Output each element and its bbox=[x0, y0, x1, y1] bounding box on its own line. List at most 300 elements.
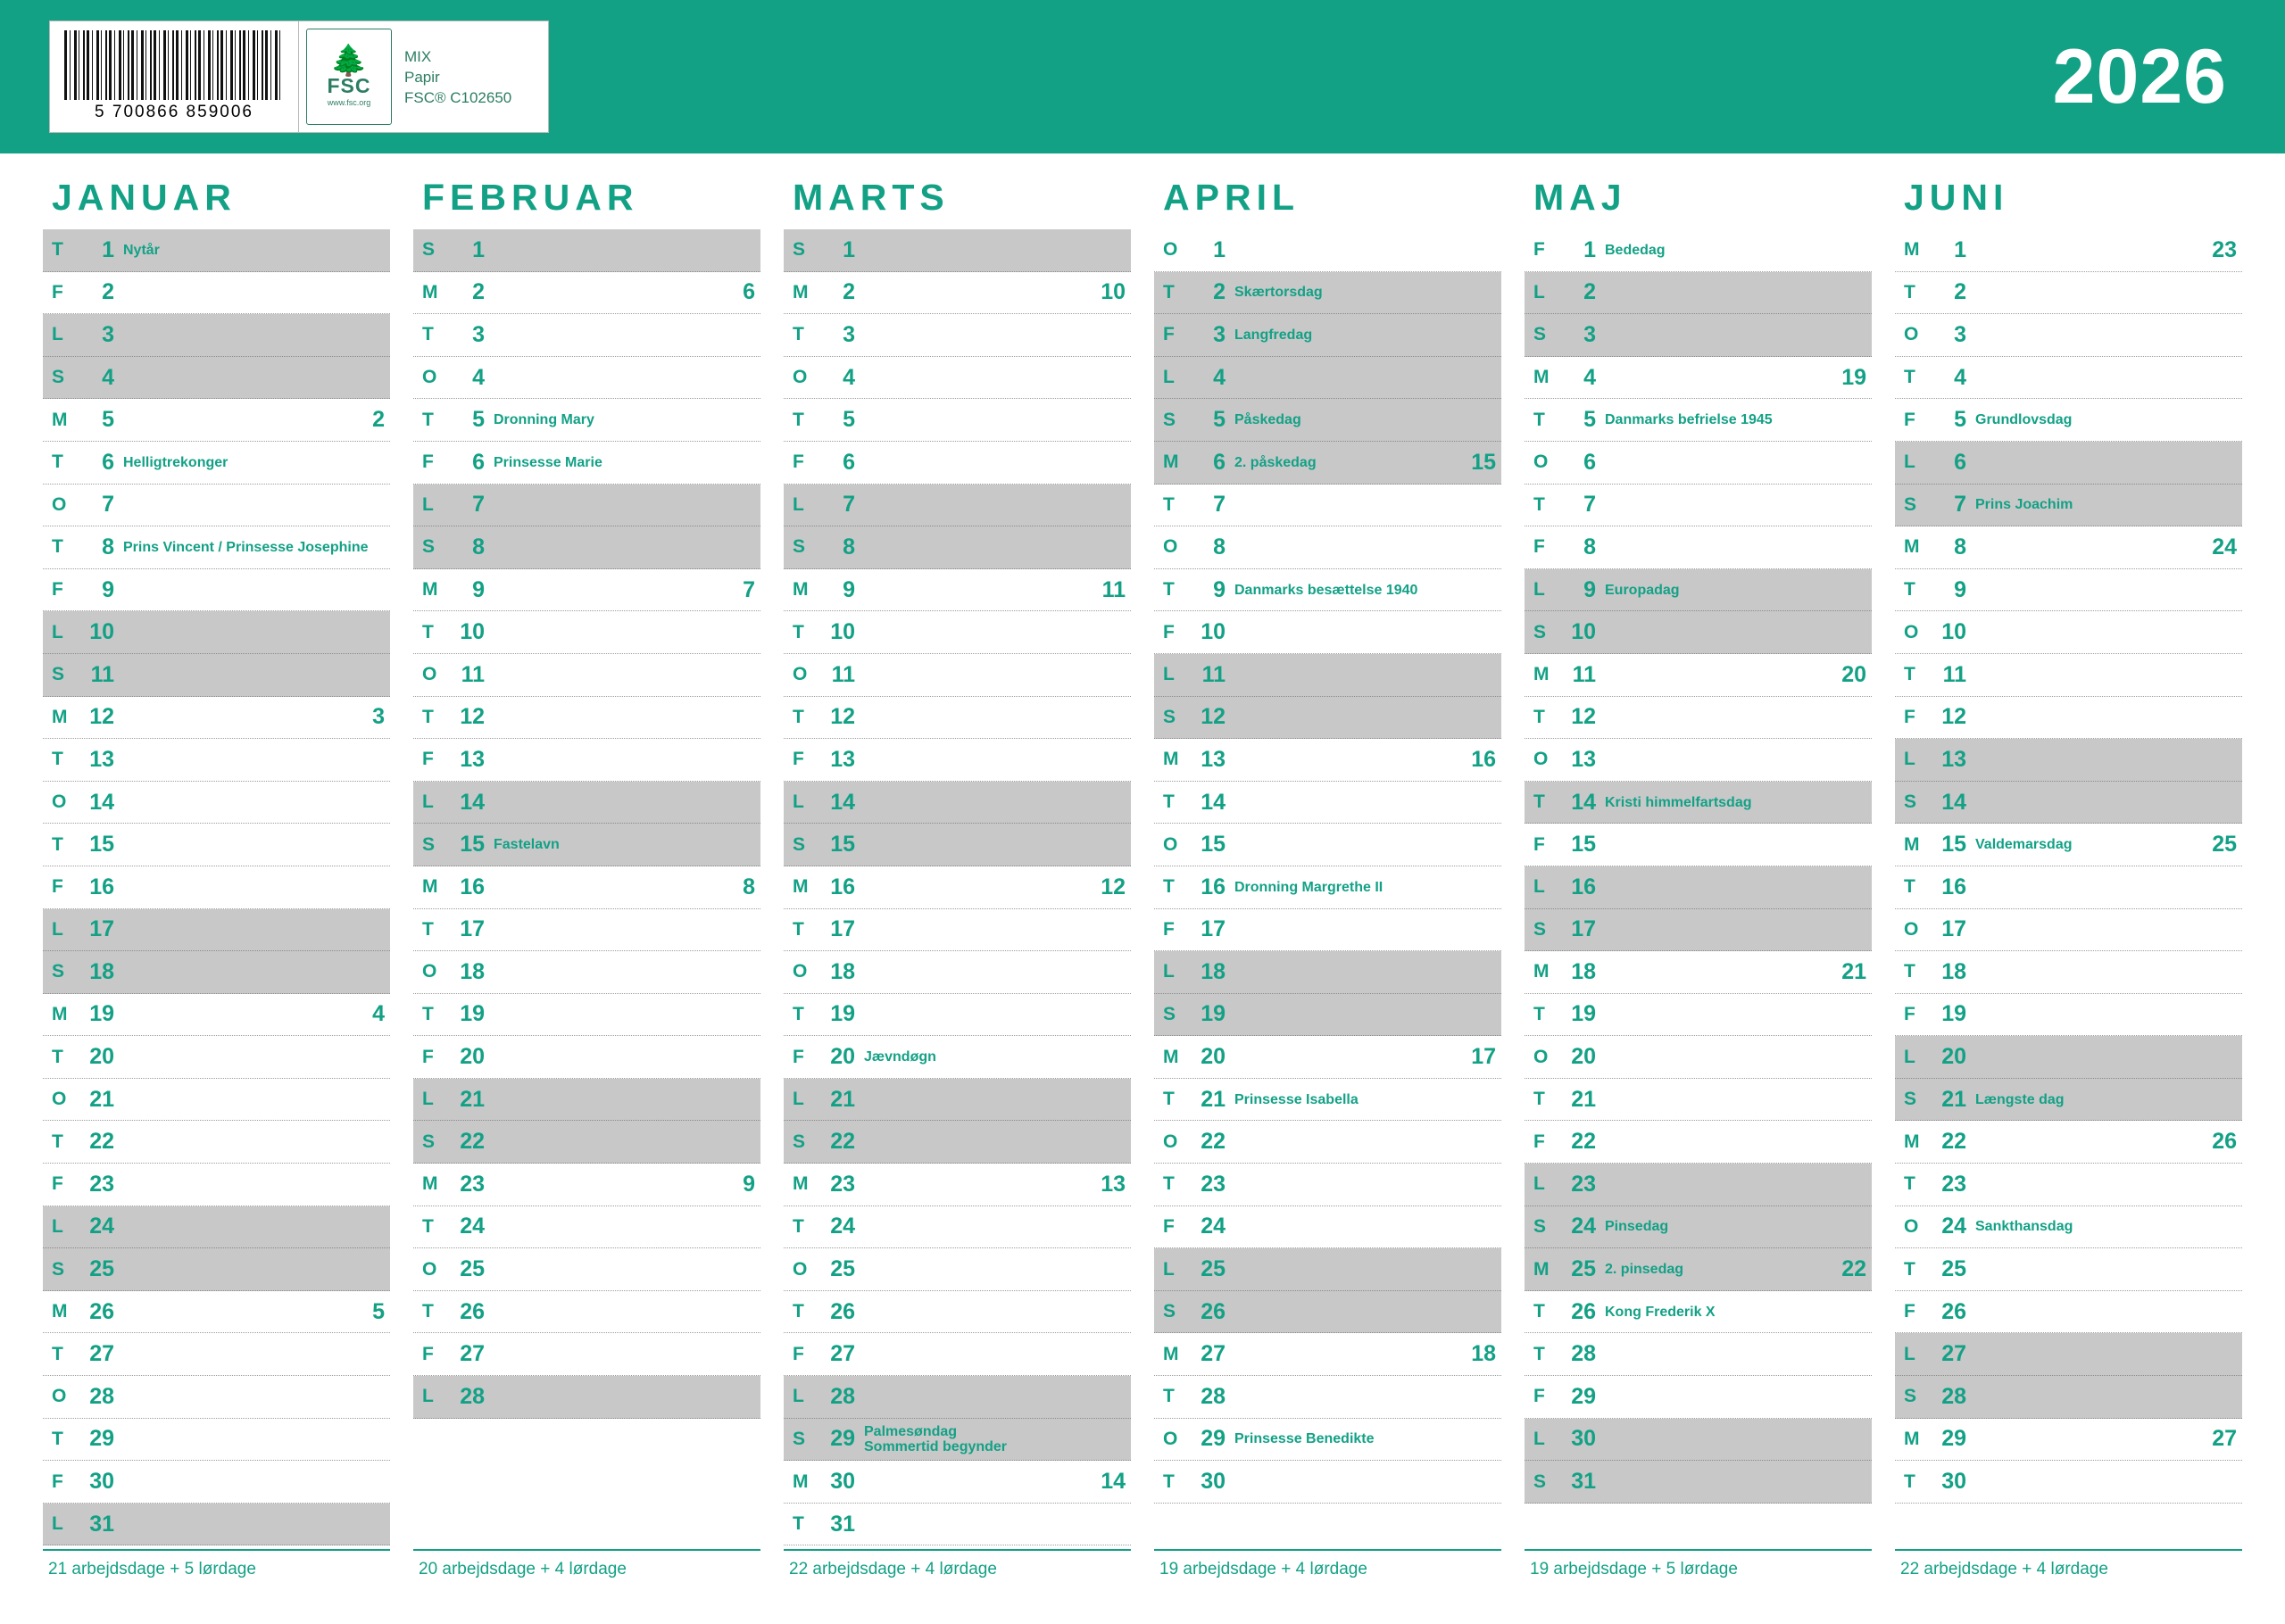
day-number: 12 bbox=[460, 704, 485, 730]
day-row[interactable] bbox=[1525, 1461, 1872, 1504]
day-row-empty bbox=[1154, 1504, 1501, 1546]
day-row[interactable] bbox=[43, 357, 390, 400]
day-number: 7 bbox=[472, 492, 485, 518]
day-row[interactable] bbox=[784, 951, 1131, 994]
day-row[interactable] bbox=[43, 1333, 390, 1376]
day-of-week: O bbox=[52, 791, 67, 813]
day-row[interactable] bbox=[1525, 1121, 1872, 1164]
day-row[interactable] bbox=[1154, 569, 1501, 612]
day-of-week: F bbox=[422, 1046, 434, 1067]
day-row[interactable] bbox=[1525, 357, 1872, 400]
day-row[interactable] bbox=[1154, 1121, 1501, 1164]
day-row[interactable] bbox=[1154, 1461, 1501, 1504]
day-row[interactable] bbox=[43, 1036, 390, 1079]
day-row[interactable] bbox=[784, 1121, 1131, 1164]
day-row[interactable] bbox=[413, 1376, 760, 1419]
day-row[interactable] bbox=[784, 1036, 1131, 1079]
day-of-week: T bbox=[793, 1513, 804, 1535]
day-row[interactable] bbox=[784, 357, 1131, 400]
day-of-week: L bbox=[1533, 1173, 1545, 1195]
day-number: 6 bbox=[843, 449, 855, 475]
day-row[interactable] bbox=[784, 994, 1131, 1037]
day-of-week: F bbox=[422, 452, 434, 473]
day-number: 9 bbox=[1954, 576, 1966, 602]
day-row[interactable] bbox=[1895, 1333, 2242, 1376]
day-number: 15 bbox=[1941, 832, 1966, 858]
day-number: 1 bbox=[1583, 236, 1596, 262]
day-row[interactable] bbox=[1895, 654, 2242, 697]
day-row[interactable] bbox=[413, 697, 760, 740]
day-of-week: S bbox=[1533, 1471, 1547, 1492]
day-row[interactable] bbox=[1895, 314, 2242, 357]
day-row[interactable] bbox=[43, 485, 390, 527]
day-number: 8 bbox=[472, 534, 485, 559]
day-row[interactable] bbox=[43, 782, 390, 824]
week-number: 25 bbox=[2212, 832, 2237, 858]
day-note-line1: Prins Joachim bbox=[1975, 497, 2073, 513]
day-of-week: F bbox=[52, 281, 63, 302]
day-note-line1: Prins Vincent / Prinsesse Josephine bbox=[123, 539, 369, 555]
day-row[interactable] bbox=[43, 824, 390, 866]
day-row[interactable] bbox=[1525, 1079, 1872, 1122]
day-of-week: T bbox=[422, 706, 434, 727]
header-bar bbox=[0, 0, 2285, 153]
day-number: 13 bbox=[460, 746, 485, 772]
day-row[interactable] bbox=[1895, 1248, 2242, 1291]
day-of-week: S bbox=[1163, 409, 1176, 430]
day-row[interactable] bbox=[413, 1206, 760, 1249]
day-of-week: F bbox=[793, 452, 804, 473]
day-row[interactable] bbox=[1154, 611, 1501, 654]
day-number: 4 bbox=[1213, 364, 1226, 390]
day-row[interactable] bbox=[413, 909, 760, 952]
day-row[interactable] bbox=[413, 1291, 760, 1334]
day-row[interactable] bbox=[1525, 272, 1872, 315]
day-row[interactable] bbox=[1525, 739, 1872, 782]
day-of-week: F bbox=[1533, 536, 1545, 558]
day-row[interactable] bbox=[43, 1248, 390, 1291]
day-row[interactable] bbox=[1525, 994, 1872, 1037]
week-number: 17 bbox=[1471, 1044, 1496, 1070]
day-row[interactable] bbox=[1895, 1164, 2242, 1206]
day-row[interactable] bbox=[413, 314, 760, 357]
day-row[interactable] bbox=[1895, 1036, 2242, 1079]
day-row[interactable] bbox=[784, 697, 1131, 740]
day-of-week: S bbox=[52, 664, 65, 685]
day-row[interactable] bbox=[43, 909, 390, 952]
day-row[interactable] bbox=[1525, 399, 1872, 442]
day-row[interactable] bbox=[1895, 357, 2242, 400]
day-row[interactable] bbox=[1154, 1248, 1501, 1291]
day-of-week: L bbox=[1533, 281, 1545, 302]
day-row[interactable] bbox=[784, 782, 1131, 824]
day-of-week: T bbox=[1533, 1003, 1545, 1024]
day-of-week: L bbox=[1163, 1258, 1175, 1280]
day-of-week: O bbox=[422, 664, 437, 685]
day-row[interactable] bbox=[1154, 485, 1501, 527]
day-row[interactable] bbox=[1895, 909, 2242, 952]
day-row[interactable] bbox=[43, 1121, 390, 1164]
day-row[interactable] bbox=[1895, 697, 2242, 740]
day-row[interactable] bbox=[1154, 1036, 1501, 1079]
day-row[interactable] bbox=[413, 1079, 760, 1122]
day-row[interactable] bbox=[784, 909, 1131, 952]
day-row[interactable] bbox=[1895, 1461, 2242, 1504]
barcode-box bbox=[49, 21, 299, 133]
day-row[interactable] bbox=[784, 1164, 1131, 1206]
day-of-week: F bbox=[1533, 239, 1545, 261]
day-of-week: O bbox=[1904, 324, 1919, 345]
day-row[interactable] bbox=[784, 1079, 1131, 1122]
day-row[interactable] bbox=[413, 1333, 760, 1376]
day-of-week: T bbox=[1163, 1386, 1175, 1407]
day-of-week: L bbox=[793, 1386, 804, 1407]
day-of-week: T bbox=[1163, 791, 1175, 813]
day-note bbox=[1966, 1092, 2237, 1107]
day-row[interactable] bbox=[413, 399, 760, 442]
day-of-week: L bbox=[422, 493, 434, 515]
day-row[interactable] bbox=[1154, 951, 1501, 994]
day-of-week: T bbox=[1163, 1173, 1175, 1195]
day-row[interactable] bbox=[1154, 399, 1501, 442]
day-row[interactable] bbox=[1895, 824, 2242, 866]
day-row[interactable] bbox=[1525, 1333, 1872, 1376]
day-row[interactable] bbox=[413, 485, 760, 527]
day-row[interactable] bbox=[1895, 866, 2242, 909]
day-row[interactable] bbox=[1154, 654, 1501, 697]
day-of-week: O bbox=[52, 1386, 67, 1407]
day-of-week: F bbox=[1163, 1215, 1175, 1237]
day-note bbox=[485, 412, 755, 427]
day-row[interactable] bbox=[784, 1504, 1131, 1546]
day-of-week: O bbox=[793, 367, 808, 388]
day-row[interactable] bbox=[413, 1248, 760, 1291]
day-row[interactable] bbox=[1154, 1164, 1501, 1206]
day-of-week: T bbox=[793, 1003, 804, 1024]
day-row[interactable] bbox=[1895, 611, 2242, 654]
day-row[interactable] bbox=[1895, 994, 2242, 1037]
day-number: 9 bbox=[102, 576, 114, 602]
day-row[interactable] bbox=[1895, 951, 2242, 994]
day-row[interactable] bbox=[1154, 994, 1501, 1037]
fsc-mark-label: FSC bbox=[327, 73, 371, 97]
day-row[interactable] bbox=[1895, 272, 2242, 315]
day-row[interactable] bbox=[413, 994, 760, 1037]
week-number: 15 bbox=[1471, 449, 1496, 475]
day-of-week: S bbox=[1163, 706, 1176, 727]
day-note-line1: Europadag bbox=[1605, 582, 1680, 598]
day-row[interactable] bbox=[1154, 1376, 1501, 1419]
day-of-week: M bbox=[1533, 1258, 1550, 1280]
month-column bbox=[413, 166, 760, 1579]
day-number: 15 bbox=[1201, 832, 1226, 858]
day-list bbox=[1895, 229, 2242, 1545]
day-row[interactable] bbox=[43, 1291, 390, 1334]
day-of-week: S bbox=[1533, 1215, 1547, 1237]
day-row[interactable] bbox=[43, 866, 390, 909]
day-row[interactable] bbox=[1895, 569, 2242, 612]
day-of-week: T bbox=[1163, 281, 1175, 302]
day-row[interactable] bbox=[413, 739, 760, 782]
day-row[interactable] bbox=[1525, 697, 1872, 740]
day-number: 26 bbox=[1201, 1298, 1226, 1324]
day-number: 16 bbox=[1201, 874, 1226, 899]
day-number: 14 bbox=[460, 789, 485, 815]
day-of-week: M bbox=[422, 1173, 438, 1195]
week-number: 19 bbox=[1841, 364, 1866, 390]
day-row[interactable] bbox=[413, 1036, 760, 1079]
day-of-week: T bbox=[52, 1131, 63, 1152]
day-row[interactable] bbox=[1895, 1291, 2242, 1334]
day-row[interactable] bbox=[1895, 442, 2242, 485]
day-row[interactable] bbox=[1525, 866, 1872, 909]
month-column bbox=[1154, 166, 1501, 1579]
day-of-week: O bbox=[422, 1258, 437, 1280]
day-note-line1: Fastelavn bbox=[494, 837, 560, 853]
day-number: 11 bbox=[90, 661, 114, 687]
month-title: MAJ bbox=[1533, 177, 1627, 218]
day-row[interactable] bbox=[1525, 1036, 1872, 1079]
week-number: 12 bbox=[1101, 874, 1126, 899]
day-row[interactable] bbox=[1154, 357, 1501, 400]
day-of-week: T bbox=[52, 239, 63, 261]
day-row[interactable] bbox=[784, 824, 1131, 866]
day-row[interactable] bbox=[1525, 1248, 1872, 1291]
day-number: 20 bbox=[830, 1044, 855, 1070]
day-row[interactable] bbox=[43, 611, 390, 654]
day-row[interactable] bbox=[43, 1206, 390, 1249]
day-row[interactable] bbox=[784, 611, 1131, 654]
day-row[interactable] bbox=[413, 611, 760, 654]
day-number: 29 bbox=[830, 1426, 855, 1452]
day-number: 6 bbox=[102, 449, 114, 475]
day-row[interactable] bbox=[43, 229, 390, 272]
day-row[interactable] bbox=[43, 399, 390, 442]
day-of-week: F bbox=[52, 1471, 63, 1492]
day-note bbox=[1596, 243, 1866, 258]
day-row[interactable] bbox=[43, 1419, 390, 1462]
day-of-week: M bbox=[1533, 961, 1550, 982]
day-number: 21 bbox=[460, 1086, 485, 1112]
day-row[interactable] bbox=[784, 1461, 1131, 1504]
barcode-number: 5 700866 859006 bbox=[95, 103, 253, 121]
day-row[interactable] bbox=[413, 824, 760, 866]
day-of-week: S bbox=[422, 536, 436, 558]
day-number: 24 bbox=[1941, 1214, 1966, 1239]
day-number: 16 bbox=[89, 874, 114, 899]
day-row[interactable] bbox=[784, 1333, 1131, 1376]
day-of-week: L bbox=[422, 1386, 434, 1407]
day-note bbox=[855, 1424, 1126, 1454]
day-row[interactable] bbox=[43, 526, 390, 569]
day-number: 20 bbox=[460, 1044, 485, 1070]
day-row[interactable] bbox=[1154, 866, 1501, 909]
day-row[interactable] bbox=[784, 739, 1131, 782]
day-number: 5 bbox=[1583, 407, 1596, 433]
day-number: 14 bbox=[1941, 789, 1966, 815]
day-number: 25 bbox=[1571, 1256, 1596, 1282]
day-row[interactable] bbox=[43, 697, 390, 740]
day-row[interactable] bbox=[1154, 824, 1501, 866]
day-row[interactable] bbox=[1895, 229, 2242, 272]
day-row[interactable] bbox=[43, 654, 390, 697]
day-of-week: F bbox=[793, 1343, 804, 1364]
day-row[interactable] bbox=[1525, 824, 1872, 866]
day-number: 18 bbox=[1941, 958, 1966, 984]
day-number: 7 bbox=[1583, 492, 1596, 518]
day-number: 22 bbox=[830, 1129, 855, 1155]
day-row[interactable] bbox=[1525, 1376, 1872, 1419]
day-row[interactable] bbox=[413, 1121, 760, 1164]
day-row[interactable] bbox=[784, 1419, 1131, 1462]
day-row[interactable] bbox=[43, 951, 390, 994]
day-note bbox=[1596, 1262, 1841, 1277]
day-row[interactable] bbox=[1895, 526, 2242, 569]
day-row[interactable] bbox=[1525, 1164, 1872, 1206]
day-row[interactable] bbox=[1525, 1291, 1872, 1334]
day-of-week: M bbox=[793, 1471, 809, 1492]
day-row[interactable] bbox=[413, 526, 760, 569]
day-row[interactable] bbox=[1154, 272, 1501, 315]
month-footer: 21 arbejdsdage + 5 lørdage bbox=[43, 1549, 390, 1579]
day-row[interactable] bbox=[43, 1164, 390, 1206]
day-of-week: T bbox=[52, 536, 63, 558]
day-number: 26 bbox=[89, 1298, 114, 1324]
day-row[interactable] bbox=[784, 1376, 1131, 1419]
day-row[interactable] bbox=[413, 866, 760, 909]
day-row[interactable] bbox=[43, 442, 390, 485]
day-row[interactable] bbox=[784, 654, 1131, 697]
day-of-week: O bbox=[422, 367, 437, 388]
day-row[interactable] bbox=[1895, 399, 2242, 442]
day-row[interactable] bbox=[1525, 485, 1872, 527]
day-of-week: L bbox=[1533, 1428, 1545, 1449]
day-row[interactable] bbox=[1525, 1206, 1872, 1249]
day-row[interactable] bbox=[1525, 611, 1872, 654]
day-row[interactable] bbox=[43, 739, 390, 782]
day-row[interactable] bbox=[1525, 654, 1872, 697]
day-row[interactable] bbox=[1525, 526, 1872, 569]
day-row[interactable] bbox=[413, 357, 760, 400]
day-row[interactable] bbox=[1154, 1206, 1501, 1249]
day-row[interactable] bbox=[1895, 1079, 2242, 1122]
day-row[interactable] bbox=[784, 314, 1131, 357]
day-row[interactable] bbox=[1154, 1291, 1501, 1334]
day-row[interactable] bbox=[1154, 1079, 1501, 1122]
day-of-week: O bbox=[793, 1258, 808, 1280]
day-number: 11 bbox=[461, 661, 485, 687]
day-of-week: L bbox=[1533, 876, 1545, 898]
day-row[interactable] bbox=[1895, 1206, 2242, 1249]
day-row[interactable] bbox=[1895, 782, 2242, 824]
day-row[interactable] bbox=[784, 526, 1131, 569]
day-row-empty bbox=[413, 1419, 760, 1462]
day-note-line1: 2. pinsedag bbox=[1605, 1262, 1684, 1278]
day-of-week: S bbox=[793, 1428, 806, 1449]
day-number: 22 bbox=[89, 1129, 114, 1155]
day-row[interactable] bbox=[1154, 1333, 1501, 1376]
day-number: 22 bbox=[1201, 1129, 1226, 1155]
day-row[interactable] bbox=[1154, 1419, 1501, 1462]
day-row[interactable] bbox=[1154, 442, 1501, 485]
day-row[interactable] bbox=[43, 314, 390, 357]
day-row[interactable] bbox=[1525, 314, 1872, 357]
day-note-line1: Kong Frederik X bbox=[1605, 1304, 1716, 1320]
day-of-week: L bbox=[52, 621, 63, 642]
day-row-empty bbox=[1525, 1504, 1872, 1546]
day-row[interactable] bbox=[784, 399, 1131, 442]
day-row[interactable] bbox=[413, 654, 760, 697]
day-row[interactable] bbox=[784, 1206, 1131, 1249]
day-of-week: T bbox=[793, 621, 804, 642]
day-row[interactable] bbox=[1154, 739, 1501, 782]
day-number: 21 bbox=[1941, 1086, 1966, 1112]
day-row[interactable] bbox=[1895, 485, 2242, 527]
day-row[interactable] bbox=[1154, 314, 1501, 357]
day-row[interactable] bbox=[1154, 229, 1501, 272]
day-row[interactable] bbox=[413, 1164, 760, 1206]
day-row[interactable] bbox=[1895, 1419, 2242, 1462]
day-row[interactable] bbox=[1895, 1121, 2242, 1164]
day-number: 15 bbox=[1571, 832, 1596, 858]
day-row[interactable] bbox=[784, 485, 1131, 527]
day-of-week: S bbox=[793, 833, 806, 855]
day-row[interactable] bbox=[1895, 739, 2242, 782]
day-row[interactable] bbox=[784, 1248, 1131, 1291]
day-number: 6 bbox=[1583, 449, 1596, 475]
day-number: 17 bbox=[1571, 916, 1596, 942]
day-row[interactable] bbox=[1525, 442, 1872, 485]
day-row[interactable] bbox=[43, 569, 390, 612]
day-row[interactable] bbox=[43, 994, 390, 1037]
day-row[interactable] bbox=[1154, 909, 1501, 952]
day-row[interactable] bbox=[1154, 782, 1501, 824]
day-row[interactable] bbox=[43, 1504, 390, 1546]
day-row[interactable] bbox=[413, 951, 760, 994]
day-row[interactable] bbox=[413, 442, 760, 485]
day-row[interactable] bbox=[784, 569, 1131, 612]
day-row[interactable] bbox=[1895, 1376, 2242, 1419]
day-row[interactable] bbox=[413, 229, 760, 272]
day-row[interactable] bbox=[43, 1376, 390, 1419]
day-row[interactable] bbox=[1525, 1419, 1872, 1462]
day-row[interactable] bbox=[784, 442, 1131, 485]
day-row[interactable] bbox=[784, 272, 1131, 315]
day-row[interactable] bbox=[784, 866, 1131, 909]
day-row[interactable] bbox=[1525, 782, 1872, 824]
day-row[interactable] bbox=[1154, 697, 1501, 740]
day-number: 15 bbox=[89, 832, 114, 858]
day-of-week: M bbox=[52, 409, 68, 430]
day-row[interactable] bbox=[1525, 569, 1872, 612]
day-number: 12 bbox=[89, 704, 114, 730]
day-row[interactable] bbox=[43, 1461, 390, 1504]
day-row[interactable] bbox=[43, 272, 390, 315]
week-number: 14 bbox=[1101, 1469, 1126, 1495]
day-row[interactable] bbox=[43, 1079, 390, 1122]
day-of-week: T bbox=[422, 621, 434, 642]
day-row[interactable] bbox=[413, 569, 760, 612]
day-row[interactable] bbox=[1525, 909, 1872, 952]
day-row[interactable] bbox=[413, 272, 760, 315]
day-row[interactable] bbox=[784, 1291, 1131, 1334]
day-row[interactable] bbox=[784, 229, 1131, 272]
day-row[interactable] bbox=[1525, 951, 1872, 994]
day-of-week: T bbox=[1904, 1471, 1915, 1492]
day-row[interactable] bbox=[1154, 526, 1501, 569]
day-row[interactable] bbox=[413, 782, 760, 824]
day-row[interactable] bbox=[1525, 229, 1872, 272]
